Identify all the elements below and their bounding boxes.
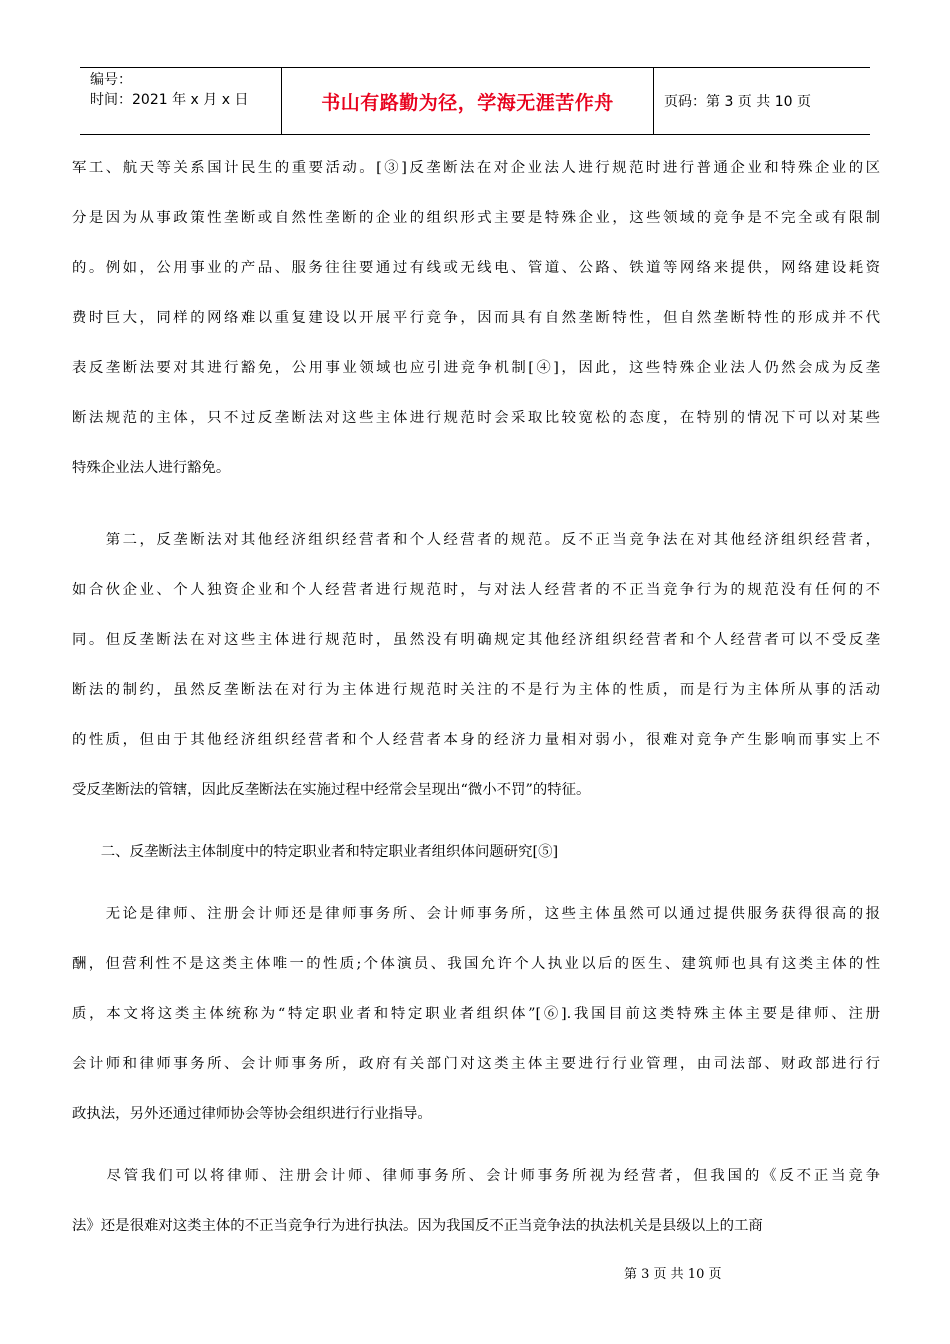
text-line: 的。例如，公用事业的产品、服务往往要通过有线或无线电、管道、公路、铁道等网络来提供，网络建设耗资	[72, 260, 880, 276]
text-line: 的性质，但由于其他经济组织经营者和个人经营者本身的经济力量相对弱小，很难对竞争产生影响而事实上不	[72, 732, 880, 748]
text-line: 表反垄断法要对其进行豁免，公用事业领域也应引进竞争机制[④]，因此，这些特殊企业法人仍然会成为反垄	[72, 360, 880, 376]
page-footer: 第 3 页 共 10 页	[624, 1267, 722, 1282]
text-line: 法》还是很难对这类主体的不正当竞争行为进行执法。因为我国反不正当竞争法的执法机关是县级以上的工商	[72, 1218, 763, 1234]
text-line: 特殊企业法人进行豁免。	[72, 460, 231, 476]
text-line: 如合伙企业、个人独资企业和个人经营者进行规范时，与对法人经营者的不正当竞争行为的规范没有任何的不	[72, 582, 880, 598]
paragraph	[72, 827, 880, 877]
number-label: 编号：	[90, 72, 132, 88]
text-line: 二、反垄断法主体制度中的特定职业者和特定职业者组织体问题研究[⑤]	[72, 844, 559, 860]
text-line: 无论是律师、注册会计师还是律师事务所、会计师事务所，这些主体虽然可以通过提供服务获得很高的报	[72, 906, 880, 922]
paragraph	[72, 515, 880, 815]
text-line: 会计师和律师事务所、会计师事务所，政府有关部门对这类主体主要进行行业管理，由司法部、财政部进行行	[72, 1056, 880, 1072]
paragraph	[72, 1151, 880, 1251]
text-line: 费时巨大，同样的网络难以重复建设以开展平行竞争，因而具有自然垄断特性，但自然垄断特性的形成并不代	[72, 310, 880, 326]
header-page-info: 页码：第 3 页 共 10 页	[664, 94, 811, 110]
time-label: 时间：2021 年 x 月 x 日	[90, 92, 249, 108]
text-line: 同。但反垄断法在对这些主体进行规范时，虽然没有明确规定其他经济组织经营者和个人经营者可以不受反垄	[72, 632, 880, 648]
page-header	[80, 67, 870, 135]
paragraph	[72, 143, 880, 493]
text-line: 尽管我们可以将律师、注册会计师、律师事务所、会计师事务所视为经营者，但我国的《反不正当竞争	[72, 1168, 880, 1184]
text-line: 军工、航天等关系国计民生的重要活动。[③]反垄断法在对企业法人进行规范时进行普通企业和特殊企业的区	[72, 160, 880, 176]
text-line: 分是因为从事政策性垄断或自然性垄断的企业的组织形式主要是特殊企业，这些领域的竞争是不完全或有限制	[72, 210, 880, 226]
text-line: 受反垄断法的管辖，因此反垄断法在实施过程中经常会呈现出“微小不罚”的特征。	[72, 782, 591, 798]
text-line: 断法规范的主体，只不过反垄断法对这些主体进行规范时会采取比较宽松的态度，在特别的情况下可以对某些	[72, 410, 880, 426]
text-line: 政执法，另外还通过律师协会等协会组织进行行业指导。	[72, 1106, 432, 1122]
text-line: 质，本文将这类主体统称为“特定职业者和特定职业者组织体”[⑥].我国目前这类特殊主体主要是律师、注册	[72, 1006, 880, 1022]
paragraph	[72, 889, 880, 1139]
document-body	[72, 143, 880, 1251]
header-meta	[80, 68, 282, 134]
header-motto: 书山有路勤为径，学海无涯苦作舟	[282, 68, 654, 134]
text-line: 酬，但营利性不是这类主体唯一的性质;个体演员、我国允许个人执业以后的医生、建筑师也具有这类主体的性	[72, 956, 880, 972]
text-line: 第二，反垄断法对其他经济组织经营者和个人经营者的规范。反不正当竞争法在对其他经济组织经营者，	[72, 532, 880, 548]
text-line: 断法的制约，虽然反垄断法在对行为主体进行规范时关注的不是行为主体的性质，而是行为主体所从事的活动	[72, 682, 880, 698]
